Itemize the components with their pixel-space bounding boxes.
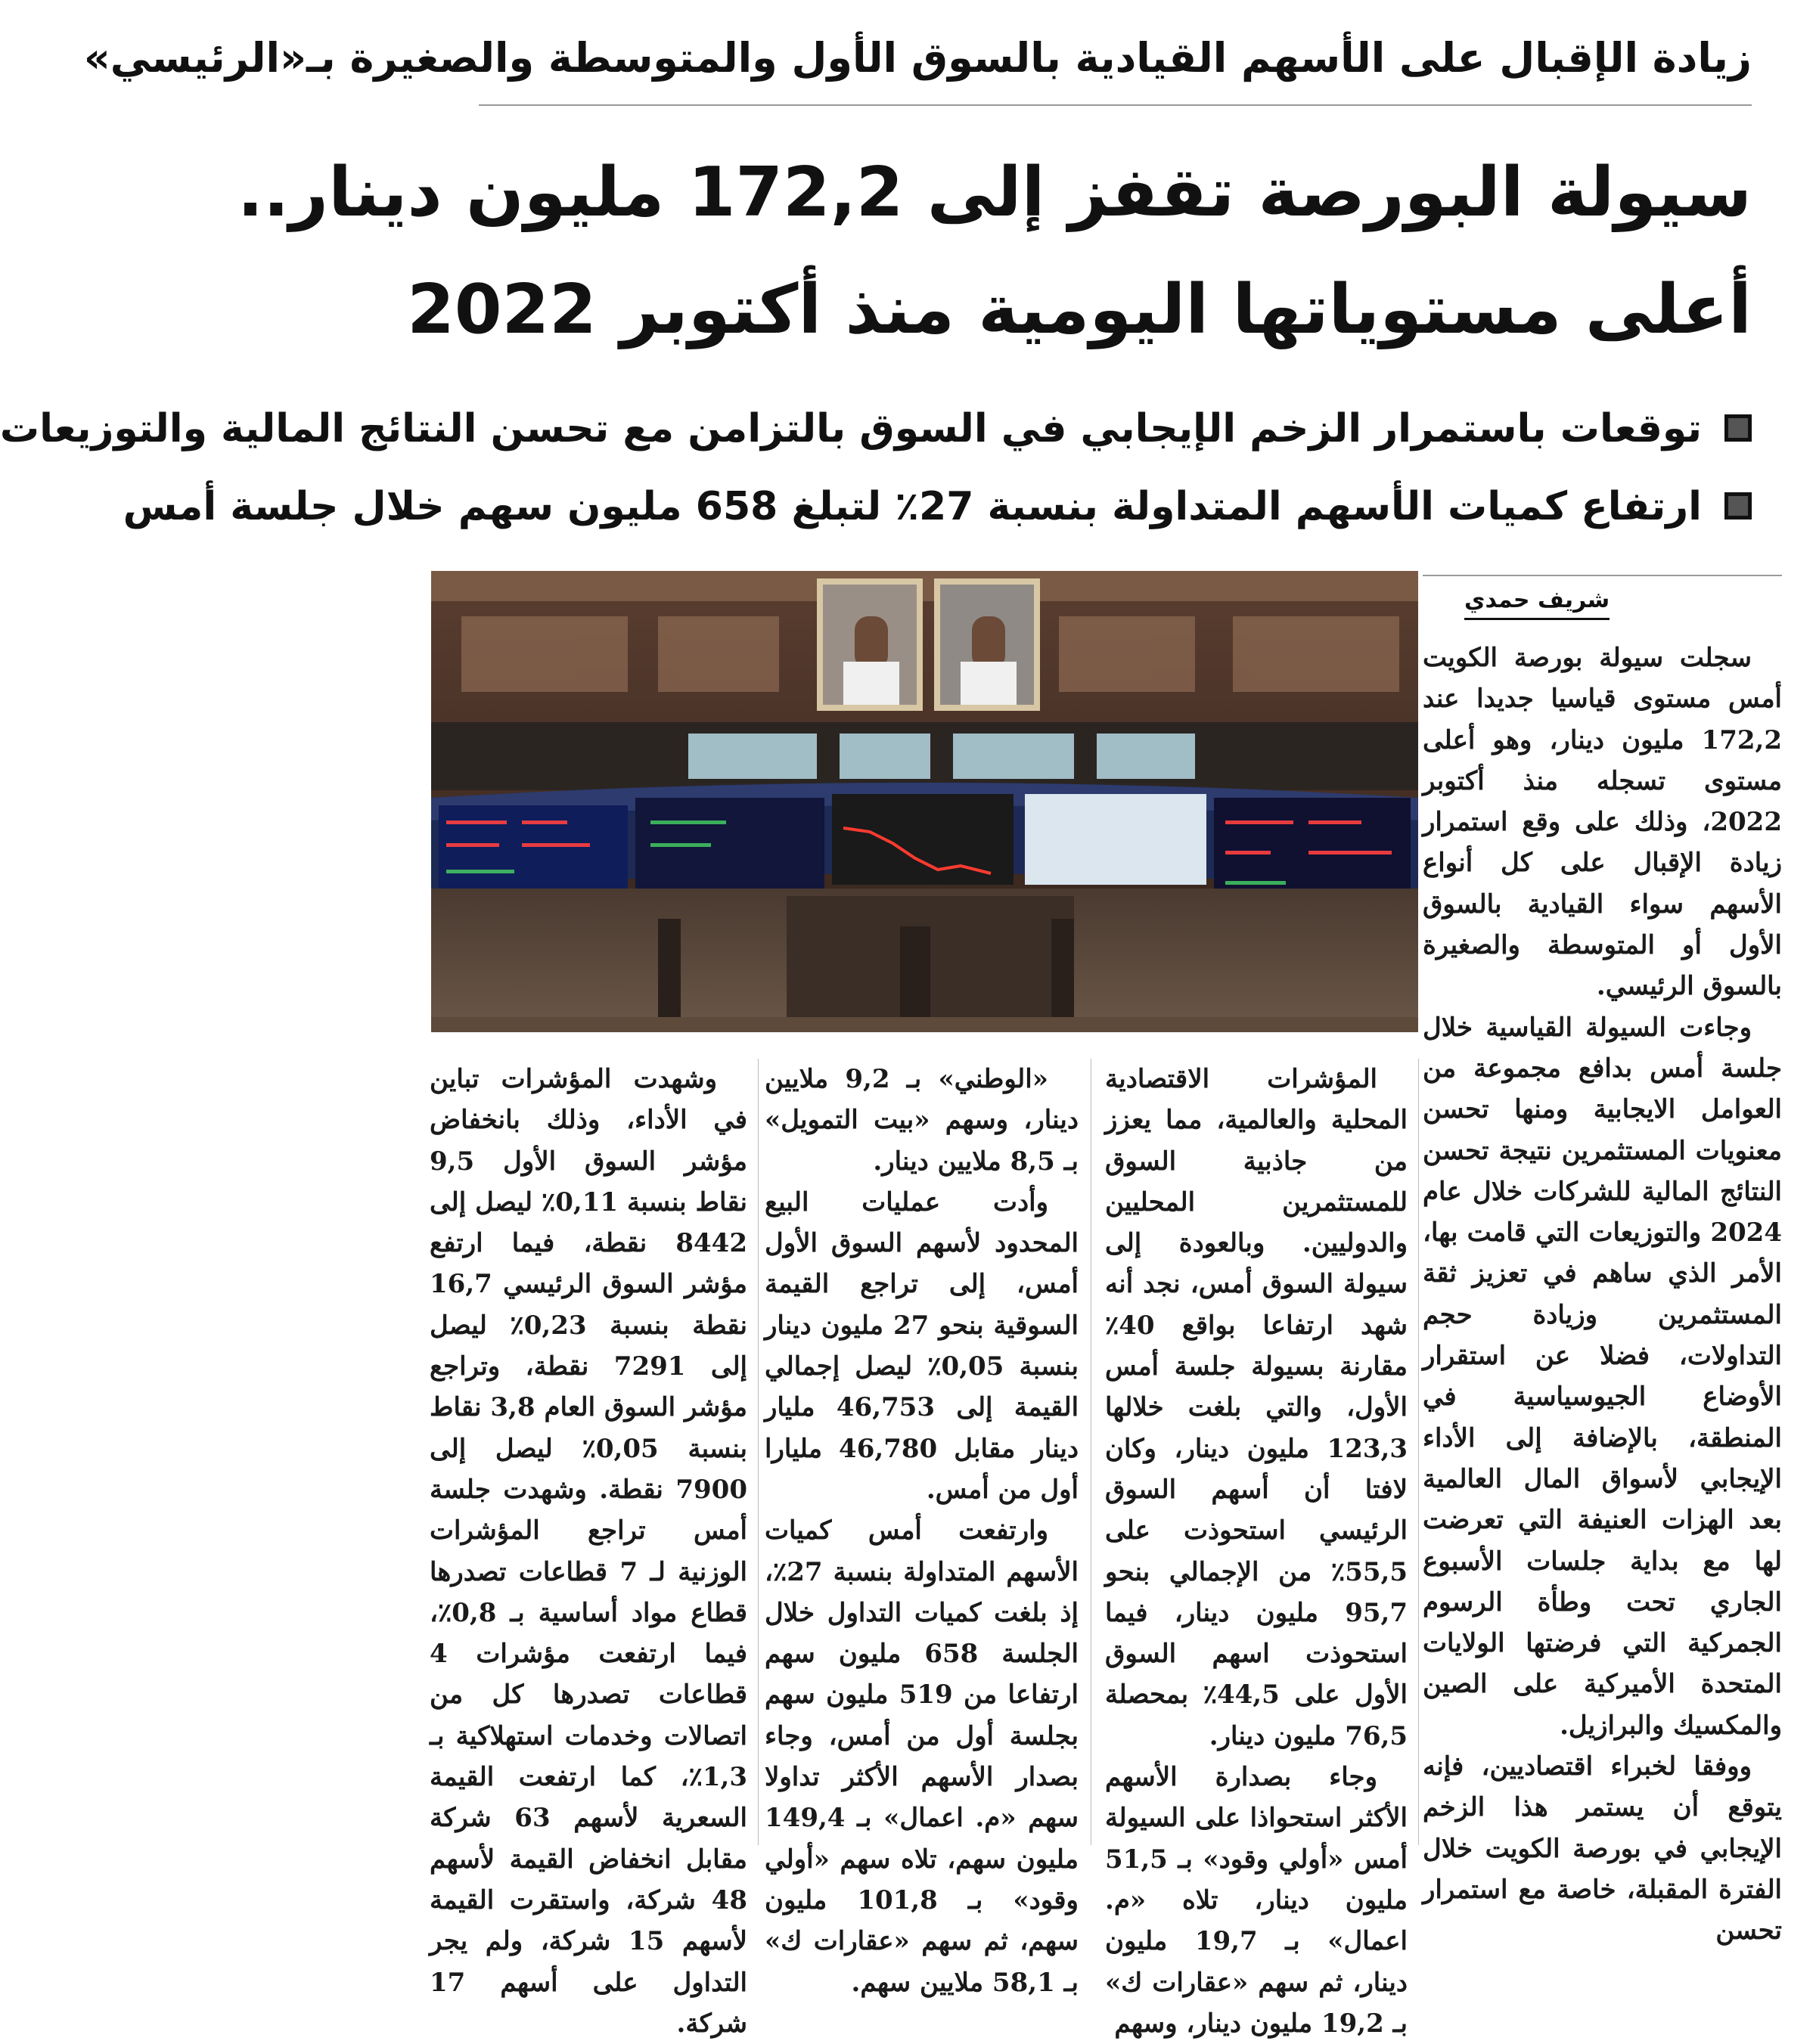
bullet-1 [0,399,1752,459]
byline [1423,575,1782,622]
column-divider [758,1059,759,1845]
paragraph: وجاء بصدارة الأسهم الأكثر استحواذا على السيولة أمس «أولي وقود» بـ 51,5 مليون دينار، تلاه «م. اعمال» بـ 19,7 مليون دينار، ثم سهم «عقارات ك» بـ 19,2 مليون دينار، وسهم [1105,1762,1408,2039]
main-headline-line-2: أعلى مستوياتها اليومية منذ أكتوبر 2022 [407,270,1752,349]
bullet-1-text: توقعات باستمرار الزخم الإيجابي في السوق بالتزامن مع تحسن النتائج المالية والتوزيعات [0,406,1702,451]
article-column-4 [430,1059,747,2044]
paragraph: وشهدت المؤشرات تباين في الأداء، وذلك بانخفاض مؤشر السوق الأول 9,5 نقاط بنسبة 0,11٪ ليصل إلى 8442 نقطة، فيما ارتفع مؤشر السوق الرئيسي 16,7 نقطة بنسبة 0,23٪ ليصل إلى 7291 نقطة، وتراجع مؤشر السوق العام 3,8 نقاط بنسبة 0,05٪ ليصل إلى 7900 نقطة. وشهدت جلسة أمس تراجع المؤشرات الوزنية لـ 7 قطاعات تصدرها قطاع مواد أساسية بـ 0,8٪، فيما ارتفعت مؤشرات 4 قطاعات تصدرها كل من اتصالات وخدمات استهلاكية بـ 1,3٪، كما ارتفعت القيمة السعرية لأسهم 63 شركة مقابل انخفاض القيمة لأسهم 48 شركة، واستقرت القيمة لأسهم 15 شركة، ولم يجر التداول على أسهم 17 شركة. [430,1064,748,2039]
paragraph: سجلت سيولة بورصة الكويت أمس مستوى قياسيا جديدا عند 172,2 مليون دينار، وهو أعلى مستوى تسجله منذ أكتوبر 2022، وذلك على وقع استمرار زيادة الإقبال على كل أنواع الأسهم سواء القيادية بالسوق الأول أو المتوسطة والصغيرة بالسوق الرئيسي. [1423,643,1782,1002]
bullet-2 [123,476,1752,537]
paragraph: ووفقا لخبراء اقتصاديين، فإنه يتوقع أن يستمر هذا الزخم الإيجابي في بورصة الكويت خلال الفترة المقبلة، خاصة مع استمرار تحسن [1423,1751,1782,1946]
square-bullet-icon [1724,414,1752,442]
article-column-2 [1105,1059,1408,2044]
author-name: شريف حمدي [1464,587,1610,620]
trading-floor-photo [431,571,1418,1032]
kicker-rule [479,104,1752,106]
bullet-2-text: ارتفاع كميات الأسهم المتداولة بنسبة 27٪ لتبلغ 658 مليون سهم خلال جلسة أمس [123,484,1702,529]
paragraph: المؤشرات الاقتصادية المحلية والعالمية، مما يعزز من جاذبية السوق للمستثمرين المحليين والدوليين. وبالعودة إلى سيولة السوق أمس، نجد أنه شهد ارتفاعا بواقع 40٪ مقارنة بسيولة جلسة أمس الأول، والتي بلغت خلالها 123,3 مليون دينار، وكان لافتا أن أسهم السوق الرئيسي استحوذت على 55,5٪ من الإجمالي بنحو 95,7 مليون دينار، فيما استحوذت اسهم السوق الأول على 44,5٪ بمحصلة 76,5 مليون دينار. [1105,1064,1408,1751]
paragraph: وارتفعت أمس كميات الأسهم المتداولة بنسبة 27٪، إذ بلغت كميات التداول خلال الجلسة 658 مليون سهم ارتفاعا من 519 مليون سهم بجلسة أول من أمس، وجاء بصدار الأسهم الأكثر تداولا سهم «م. اعمال» بـ 149,4 مليون سهم، تلاه سهم «أولي وقود» بـ 101,8 مليون سهم، ثم سهم «عقارات ك» بـ 58,1 ملايين سهم. [765,1515,1079,1998]
kicker-headline: زيادة الإقبال على الأسهم القيادية بالسوق الأول والمتوسطة والصغيرة بـ«الرئيسي» [83,34,1752,82]
column-divider [1418,1059,1419,1845]
trading-floor-illustration [431,571,1418,1032]
article-column-3 [765,1059,1079,2003]
paragraph: «الوطني» بـ 9,2 ملايين دينار، وسهم «بيت التمويل» بـ 8,5 ملايين دينار. [765,1064,1079,1177]
square-bullet-icon [1724,492,1752,520]
main-headline-line-1: سيولة البورصة تقفز إلى 172,2 مليون دينار.. [237,153,1752,232]
paragraph: وأدت عمليات البيع المحدود لأسهم السوق الأول أمس، إلى تراجع القيمة السوقية بنحو 27 مليون دينار بنسبة 0,05٪ ليصل إجمالي القيمة إلى 46,753 مليار دينار مقابل 46,780 مليارا أول من أمس. [765,1186,1079,1505]
article-column-1 [1423,637,1782,1952]
paragraph: وجاءت السيولة القياسية خلال جلسة أمس بدافع مجموعة من العوامل الايجابية ومنها تحسن معنويات المستثمرين نتيجة تحسن النتائج المالية للشركات خلال عام 2024 والتوزيعات التي قامت بها، الأمر الذي ساهم في تعزيز ثقة المستثمرين وزيادة حجم التداولات، فضلا عن استقرار الأوضاع الجيوسياسية في المنطقة، بالإضافة إلى الأداء الإيجابي لأسواق المال العالمية بعد الهزات العنيفة التي تعرضت لها مع بداية جلسات الأسبوع الجاري تحت وطأة الرسوم الجمركية التي فرضتها الولايات المتحدة الأميركية على الصين والمكسيك والبرازيل. [1423,1012,1782,1741]
